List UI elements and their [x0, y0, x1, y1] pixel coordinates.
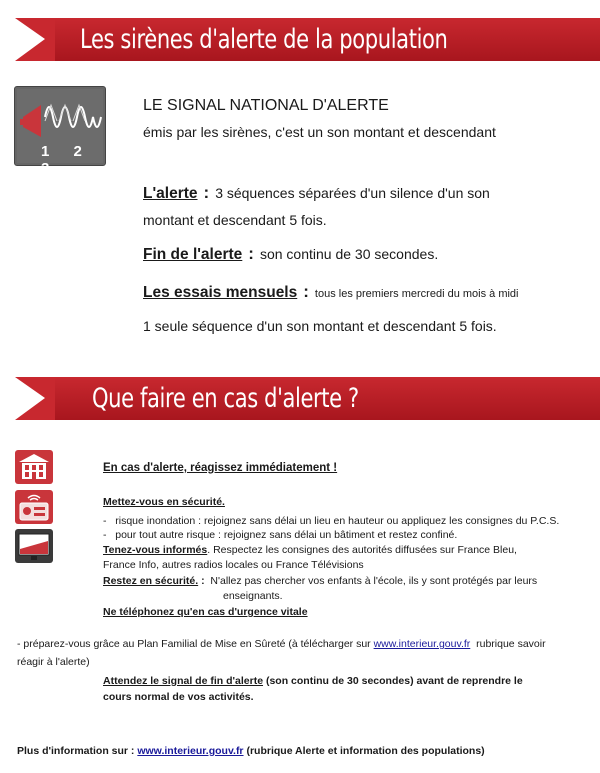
informed-line: Tenez-vous informés. Respectez les consignes des autorités diffusées sur France Bleu,: [103, 544, 517, 556]
phone-text: Ne téléphonez qu'en cas d'urgence vitale: [103, 606, 308, 618]
interieur-link[interactable]: www.interieur.gouv.fr: [373, 638, 471, 650]
banner-sirenes: [0, 13, 600, 63]
radio-icon: [15, 490, 53, 524]
alerte-line: L'alerte : 3 séquences séparées d'un silence d'un son: [143, 183, 490, 202]
essais-label: Les essais mensuels: [143, 284, 298, 301]
tv-icon: [15, 529, 53, 563]
fin-line: Fin de l'alerte : son continu de 30 secondes.: [143, 244, 439, 263]
wait-line: Attendez le signal de fin d'alerte (son continu de 30 secondes) avant de reprendre le: [103, 675, 523, 687]
more-info-link[interactable]: www.interieur.gouv.fr: [137, 745, 244, 757]
essais-line: Les essais mensuels : tous les premiers mercredi du mois à midi: [143, 282, 519, 301]
risk-item-2: - pour tout autre risque : rejoignez sans délai un bâtiment et restez confiné.: [103, 529, 458, 541]
banner-title: Les sirènes d'alerte de la population: [80, 24, 448, 55]
banner-title: Que faire en cas d'alerte ?: [92, 383, 359, 414]
siren-icon-numbers: 1 2 3: [41, 143, 92, 177]
informed-text-2: France Info, autres radios locales ou France Télévisions: [103, 559, 364, 571]
wait-text-2: cours normal de vos activités.: [103, 691, 254, 703]
alerte-label: L'alerte: [143, 185, 198, 202]
risk-item-1: - risque inondation : rejoignez sans délai un lieu en hauteur ou appliquez les consignes du P.C.S.: [103, 515, 560, 527]
building-icon: [15, 450, 53, 484]
fin-label: Fin de l'alerte: [143, 246, 243, 263]
prepare-line: - préparez-vous grâce au Plan Familial de Mise en Sûreté (à télécharger sur www.interieur.gouv.fr rubrique savoir: [17, 638, 546, 650]
signal-title: LE SIGNAL NATIONAL D'ALERTE: [143, 97, 389, 114]
signal-subtitle: émis par les sirènes, c'est un son montant et descendant: [143, 124, 496, 140]
stay-line: Restez en sécurité. : N'allez pas chercher vos enfants à l'école, ils y sont protégés par leurs: [103, 575, 538, 587]
alerte-text-2: montant et descendant 5 fois.: [143, 212, 327, 228]
safety-title: Mettez-vous en sécurité.: [103, 496, 225, 508]
prepare-text-3: réagir à l'alerte): [17, 656, 90, 668]
essais-text: tous les premiers mercredi du mois à midi: [314, 288, 519, 300]
fin-text: son continu de 30 secondes.: [259, 246, 439, 262]
react-text: En cas d'alerte, réagissez immédiatement !: [103, 462, 338, 474]
banner-que-faire: [0, 372, 600, 422]
essais-text-2: 1 seule séquence d'un son montant et descendant 5 fois.: [143, 318, 497, 334]
more-info-line: Plus d'information sur : www.interieur.gouv.fr (rubrique Alerte et information des populations): [17, 745, 485, 757]
alerte-text: 3 séquences séparées d'un silence d'un son: [215, 185, 490, 201]
stay-text-2: enseignants.: [223, 590, 283, 602]
siren-icon: [14, 86, 106, 177]
